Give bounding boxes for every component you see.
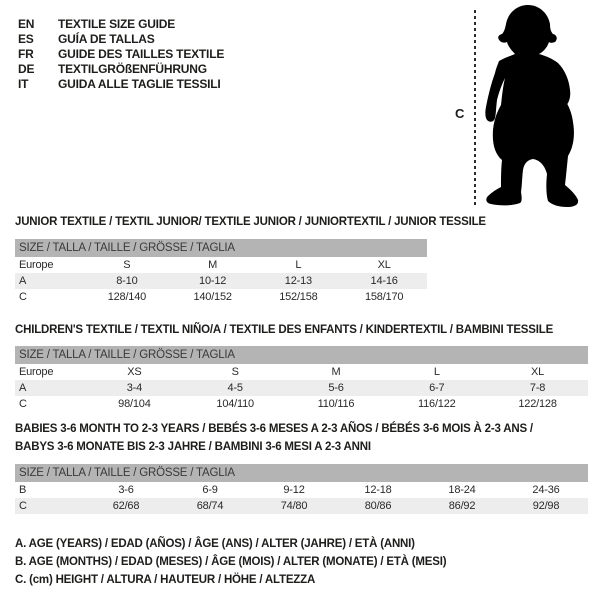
language-title: GUÍA DE TALLAS	[58, 31, 155, 46]
size-header-bar: SIZE / TALLA / TAILLE / GRÖSSE / TAGLIA	[15, 464, 588, 482]
language-title: GUIDE DES TAILLES TEXTILE	[58, 46, 225, 61]
size-cell: M	[331, 366, 341, 378]
language-row-fr	[18, 46, 224, 61]
table-row-age	[15, 273, 427, 289]
height-cell: 158/170	[364, 291, 404, 303]
age-cell: 10-12	[199, 275, 227, 287]
babies-title-line-1: BABIES 3-6 MONTH TO 2-3 YEARS / BEBÉS 3-6 MESES A 2-3 AÑOS / BÉBÉS 3-6 MOIS À 2-3 ANS /	[15, 423, 533, 435]
children-size-table	[15, 346, 588, 412]
size-cell: XS	[127, 366, 142, 378]
language-row-en	[18, 16, 224, 31]
height-measure-dashed-line	[474, 10, 476, 206]
table-row-age	[15, 380, 588, 396]
language-row-it	[18, 76, 224, 91]
babies-size-table	[15, 464, 588, 514]
size-cell: M	[208, 259, 218, 271]
table-row-europe	[15, 257, 427, 273]
age-cell: 3-4	[126, 382, 143, 394]
age-cell: 4-5	[227, 382, 243, 394]
size-header-bar: SIZE / TALLA / TAILLE / GRÖSSE / TAGLIA	[15, 239, 427, 257]
junior-table-title: JUNIOR TEXTILE / TEXTIL JUNIOR/ TEXTILE JUNIOR / JUNIORTEXTIL / JUNIOR TESSILE	[15, 216, 486, 228]
language-code: ES	[18, 31, 34, 46]
size-cell: S	[123, 259, 131, 271]
size-cell: XL	[377, 259, 391, 271]
measure-legend	[15, 535, 446, 589]
age-cell: 24-36	[532, 484, 560, 496]
language-title: TEXTILE SIZE GUIDE	[58, 16, 176, 31]
size-header-bar: SIZE / TALLA / TAILLE / GRÖSSE / TAGLIA	[15, 346, 588, 364]
row-label: Europe	[19, 259, 54, 271]
age-cell: 5-6	[328, 382, 344, 394]
legend-line-a: A. AGE (YEARS) / EDAD (AÑOS) / ÂGE (ANS) / ALTER (JAHRE) / ETÀ (ANNI)	[15, 538, 415, 550]
row-label: C	[19, 291, 27, 303]
height-cell: 116/122	[418, 398, 456, 410]
legend-line-c: C. (cm) HEIGHT / ALTURA / HAUTEUR / HÖHE / ALTEZZA	[15, 574, 316, 586]
height-cell: 140/152	[193, 291, 232, 303]
age-cell: 7-8	[529, 382, 546, 394]
size-cell: L	[295, 259, 302, 271]
height-cell: 128/140	[107, 291, 147, 303]
age-cell: 12-18	[364, 484, 392, 496]
language-code: EN	[18, 16, 35, 31]
height-cell: 74/80	[280, 500, 308, 512]
age-cell: 14-16	[370, 275, 398, 287]
table-row-age-months	[15, 482, 588, 498]
row-label: C	[19, 398, 27, 410]
babies-title-line-2: BABYS 3-6 MONATE BIS 2-3 JAHRE / BAMBINI 3-6 MESI A 2-3 ANNI	[15, 441, 371, 453]
table-row-height	[15, 396, 588, 412]
age-cell: 12-13	[284, 275, 312, 287]
height-cell: 152/158	[279, 291, 318, 303]
language-row-de	[18, 61, 224, 76]
age-cell: 8-10	[116, 275, 138, 287]
size-cell: L	[433, 366, 440, 378]
size-cell: XL	[531, 366, 545, 378]
height-measure-label: C	[455, 106, 465, 121]
language-title: GUIDA ALLE TAGLIE TESSILI	[58, 76, 221, 91]
age-cell: 3-6	[118, 484, 134, 496]
height-cell: 92/98	[532, 500, 560, 512]
language-code: FR	[18, 46, 34, 61]
row-label: A	[19, 382, 27, 394]
row-label: Europe	[19, 366, 54, 378]
junior-size-table	[15, 239, 427, 305]
language-title-list	[18, 16, 224, 91]
size-cell: S	[231, 366, 239, 378]
baby-silhouette-icon	[482, 4, 600, 208]
age-cell: 18-24	[448, 484, 476, 496]
table-row-europe	[15, 364, 588, 380]
row-label: B	[19, 484, 27, 496]
language-code: IT	[18, 76, 29, 91]
babies-table-title	[15, 420, 585, 456]
height-cell: 122/128	[518, 398, 557, 410]
height-cell: 86/92	[448, 500, 476, 512]
legend-line-b: B. AGE (MONTHS) / EDAD (MESES) / ÂGE (MOIS) / ALTER (MONATE) / ETÀ (MESI)	[15, 556, 447, 568]
height-cell: 104/110	[216, 398, 254, 410]
table-row-height	[15, 498, 588, 514]
row-label: C	[19, 500, 27, 512]
language-title: TEXTILGRÖßENFÜHRUNG	[58, 61, 207, 76]
children-table-title: CHILDREN'S TEXTILE / TEXTIL NIÑO/A / TEXTILE DES ENFANTS / KINDERTEXTIL / BAMBINI TESSILE	[15, 324, 554, 336]
age-cell: 9-12	[283, 484, 305, 496]
language-code: DE	[18, 61, 35, 76]
height-cell: 62/68	[112, 500, 140, 512]
baby-height-figure	[440, 0, 600, 215]
age-cell: 6-7	[429, 382, 445, 394]
height-cell: 98/104	[118, 398, 151, 410]
row-label: A	[19, 275, 27, 287]
height-cell: 80/86	[364, 500, 392, 512]
height-cell: 110/116	[317, 398, 355, 410]
age-cell: 6-9	[202, 484, 218, 496]
table-row-height	[15, 289, 427, 305]
height-cell: 68/74	[196, 500, 224, 512]
language-row-es	[18, 31, 224, 46]
